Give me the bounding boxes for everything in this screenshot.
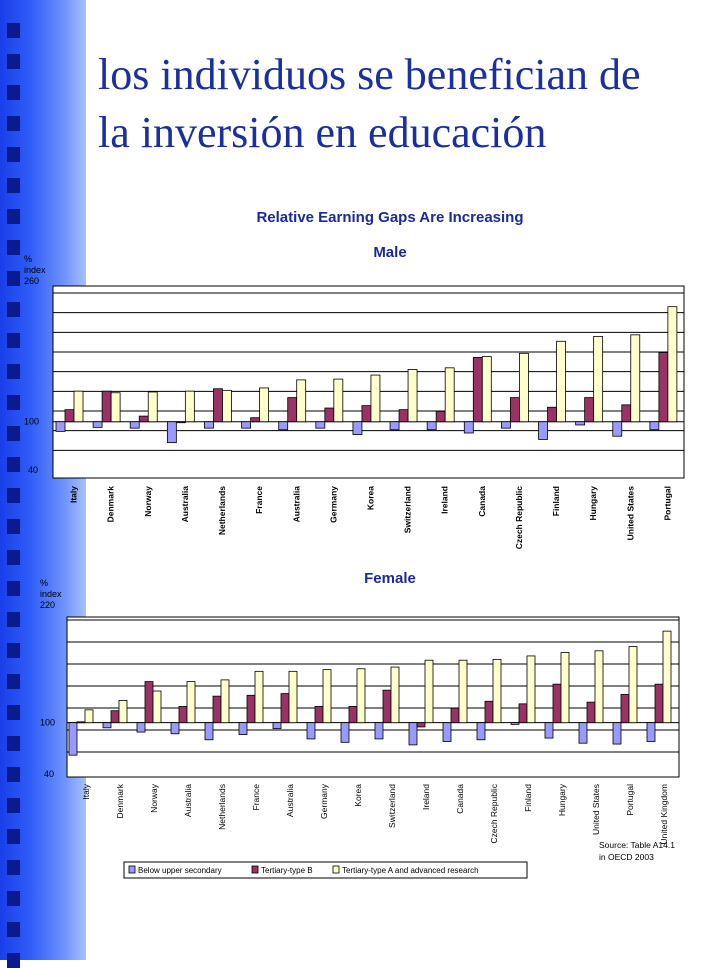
female-bar-tertiary-type-b xyxy=(281,694,289,723)
male-category-label: Canada xyxy=(476,485,487,517)
male-bar-tertiary-type-a xyxy=(631,335,640,422)
male-bar-tertiary-type-b xyxy=(213,389,222,422)
female-bar-below-upper-secondary xyxy=(239,723,247,735)
female-bar-below-upper-secondary xyxy=(137,723,145,732)
female-bar-tertiary-type-b xyxy=(383,690,391,723)
legend-swatch xyxy=(252,866,258,873)
male-plot-frame xyxy=(53,286,684,478)
female-bar-tertiary-type-a xyxy=(459,660,467,722)
female-bar-tertiary-type-b xyxy=(451,708,459,723)
legend xyxy=(124,862,527,878)
female-bar-tertiary-type-a xyxy=(357,669,365,723)
female-chart-subtitle: Female xyxy=(364,570,416,587)
male-category-label: Norway xyxy=(142,486,153,517)
male-bar-tertiary-type-a xyxy=(668,307,677,422)
female-bar-below-upper-secondary xyxy=(69,723,77,756)
male-bar-tertiary-type-a xyxy=(408,369,417,421)
male-category-label: Portugal xyxy=(662,486,673,521)
female-bar-below-upper-secondary xyxy=(443,723,451,742)
female-category-label: Czech Republic xyxy=(489,784,499,844)
female-bar-tertiary-type-a xyxy=(323,670,331,723)
source-note: in OECD 2003 xyxy=(599,852,654,862)
male-category-label: Czech Republic xyxy=(513,486,524,550)
female-bar-tertiary-type-a xyxy=(629,647,637,723)
female-bar-tertiary-type-a xyxy=(561,653,569,723)
male-category-label: Hungary xyxy=(588,486,599,521)
male-category-label: Germany xyxy=(328,486,339,523)
male-bar-below-upper-secondary xyxy=(576,422,585,425)
male-bar-tertiary-type-b xyxy=(436,411,445,421)
male-bar-tertiary-type-b xyxy=(325,408,334,422)
male-bar-tertiary-type-b xyxy=(659,353,668,422)
male-bar-tertiary-type-a xyxy=(482,357,491,422)
male-category-label: Italy xyxy=(68,486,79,504)
female-bar-tertiary-type-a xyxy=(527,656,535,723)
female-bar-tertiary-type-a xyxy=(255,671,263,722)
male-category-label: Australia xyxy=(179,486,190,523)
female-bar-tertiary-type-b xyxy=(553,684,561,723)
male-bar-tertiary-type-a xyxy=(222,390,231,421)
male-bar-below-upper-secondary xyxy=(56,422,65,432)
female-chart xyxy=(40,578,679,844)
female-ytick-label: 100 xyxy=(40,717,56,728)
female-bar-tertiary-type-a xyxy=(85,710,93,723)
page-title-line1: los individuos se benefician de xyxy=(98,50,641,99)
female-bar-tertiary-type-b xyxy=(655,684,663,723)
female-category-label: Ireland xyxy=(421,784,431,810)
female-category-label: United States xyxy=(591,784,601,836)
male-bar-below-upper-secondary xyxy=(204,422,213,428)
female-bar-below-upper-secondary xyxy=(103,723,111,728)
legend-swatch xyxy=(129,866,135,873)
female-bar-below-upper-secondary xyxy=(375,723,383,739)
male-category-label: France xyxy=(254,486,265,514)
female-category-label: Hungary xyxy=(557,784,567,817)
female-bar-below-upper-secondary xyxy=(477,723,485,740)
male-bar-below-upper-secondary xyxy=(501,422,510,428)
female-bar-tertiary-type-a xyxy=(425,660,433,722)
female-bar-tertiary-type-a xyxy=(187,682,195,723)
legend-label: Tertiary-type A and advanced research xyxy=(342,866,479,875)
male-bar-tertiary-type-b xyxy=(548,407,557,421)
male-category-label: Netherlands xyxy=(217,486,228,536)
legend-label: Tertiary-type B xyxy=(261,866,313,875)
female-bar-tertiary-type-b xyxy=(213,696,221,723)
female-category-label: Canada xyxy=(455,784,465,814)
female-ylabel: index xyxy=(40,589,62,599)
male-bar-tertiary-type-b xyxy=(139,416,148,422)
female-bar-below-upper-secondary xyxy=(579,723,587,744)
male-bar-tertiary-type-b xyxy=(362,406,371,422)
female-bar-tertiary-type-b xyxy=(621,694,629,722)
male-bar-tertiary-type-a xyxy=(557,341,566,421)
female-bar-below-upper-secondary xyxy=(307,723,315,739)
female-bar-tertiary-type-b xyxy=(179,706,187,722)
female-bar-tertiary-type-a xyxy=(595,651,603,723)
female-bar-tertiary-type-b xyxy=(519,704,527,723)
female-category-label: Portugal xyxy=(625,784,635,816)
male-ytick-label: 40 xyxy=(28,465,39,475)
male-ylabel: index xyxy=(24,265,46,275)
legend-swatch xyxy=(333,866,339,873)
female-bar-below-upper-secondary xyxy=(409,723,417,745)
male-bar-below-upper-secondary xyxy=(353,422,362,435)
male-category-label: Korea xyxy=(365,486,376,511)
female-bar-tertiary-type-b xyxy=(315,706,323,722)
male-bar-tertiary-type-a xyxy=(297,380,306,422)
female-bar-below-upper-secondary xyxy=(273,723,281,729)
male-category-label: Ireland xyxy=(439,486,450,514)
male-ylabel: % xyxy=(24,254,33,264)
male-category-label: United States xyxy=(625,486,636,541)
male-bar-tertiary-type-b xyxy=(399,410,408,422)
male-bar-below-upper-secondary xyxy=(613,422,622,436)
female-category-label: Norway xyxy=(149,784,159,813)
male-ytick-label: 260 xyxy=(24,276,40,286)
male-bar-below-upper-secondary xyxy=(130,422,139,428)
male-ytick-label: 100 xyxy=(24,416,40,427)
male-chart-subtitle: Male xyxy=(373,244,407,261)
male-bar-below-upper-secondary xyxy=(427,422,436,430)
male-bar-below-upper-secondary xyxy=(279,422,288,430)
female-bar-tertiary-type-b xyxy=(247,695,255,722)
male-bar-below-upper-secondary xyxy=(242,422,251,428)
male-category-label: Switzerland xyxy=(402,486,413,534)
source-note: Source: Table A14.1 xyxy=(599,840,675,850)
male-bar-tertiary-type-a xyxy=(148,392,157,422)
male-bar-tertiary-type-b xyxy=(288,398,297,422)
male-bar-below-upper-secondary xyxy=(316,422,325,428)
male-bar-tertiary-type-b xyxy=(65,410,74,422)
chart-title: Relative Earning Gaps Are Increasing xyxy=(256,209,524,226)
female-bar-tertiary-type-b xyxy=(77,722,85,723)
female-category-label: United Kingdom xyxy=(659,784,669,845)
female-bar-tertiary-type-b xyxy=(417,723,425,727)
male-bar-tertiary-type-a xyxy=(445,368,454,422)
male-bar-below-upper-secondary xyxy=(167,422,176,443)
male-category-label: Finland xyxy=(551,486,562,517)
female-ylabel: % xyxy=(40,578,49,588)
female-bar-below-upper-secondary xyxy=(647,723,655,742)
female-category-label: France xyxy=(251,784,261,811)
female-category-label: Korea xyxy=(353,784,363,807)
female-category-label: Finland xyxy=(523,784,533,812)
male-bar-tertiary-type-b xyxy=(585,398,594,422)
male-bar-tertiary-type-a xyxy=(371,375,380,422)
female-bar-tertiary-type-b xyxy=(111,711,119,723)
female-bar-tertiary-type-a xyxy=(221,680,229,723)
male-bar-below-upper-secondary xyxy=(93,422,102,428)
female-bar-below-upper-secondary xyxy=(613,723,621,744)
male-bar-tertiary-type-a xyxy=(594,336,603,421)
female-category-label: Netherlands xyxy=(217,784,227,830)
male-bar-tertiary-type-b xyxy=(102,391,111,422)
female-category-label: Germany xyxy=(319,784,329,819)
male-bar-tertiary-type-b xyxy=(510,398,519,422)
female-bar-tertiary-type-b xyxy=(349,706,357,722)
female-bar-below-upper-secondary xyxy=(171,723,179,734)
female-bar-below-upper-secondary xyxy=(545,723,553,738)
male-bar-below-upper-secondary xyxy=(650,422,659,430)
male-category-label: Australia xyxy=(291,486,302,523)
male-bar-tertiary-type-a xyxy=(185,391,194,422)
male-bar-below-upper-secondary xyxy=(390,422,399,430)
male-bar-tertiary-type-a xyxy=(111,393,120,422)
female-bar-tertiary-type-a xyxy=(289,671,297,722)
female-category-label: Denmark xyxy=(115,784,125,819)
female-ytick-label: 220 xyxy=(40,600,56,610)
female-bar-tertiary-type-a xyxy=(493,659,501,722)
male-bar-tertiary-type-a xyxy=(519,353,528,421)
male-bar-tertiary-type-a xyxy=(260,388,269,422)
male-chart xyxy=(24,254,684,549)
female-category-label: Switzerland xyxy=(387,784,397,828)
female-category-label: Australia xyxy=(183,784,193,818)
female-category-label: Australia xyxy=(285,784,295,818)
male-bar-tertiary-type-b xyxy=(473,357,482,421)
male-bar-tertiary-type-a xyxy=(74,391,83,422)
male-bar-tertiary-type-b xyxy=(251,418,260,422)
female-bar-below-upper-secondary xyxy=(511,723,519,725)
female-ytick-label: 40 xyxy=(44,769,55,779)
female-bar-tertiary-type-a xyxy=(119,700,127,722)
male-bar-tertiary-type-b xyxy=(176,422,185,423)
female-bar-tertiary-type-a xyxy=(153,691,161,723)
male-bar-below-upper-secondary xyxy=(464,422,473,433)
legend-label: Below upper secondary xyxy=(138,866,222,875)
male-bar-tertiary-type-a xyxy=(334,379,343,422)
page-title-line2: la inversión en educación xyxy=(98,108,547,157)
female-bar-below-upper-secondary xyxy=(341,723,349,743)
female-bar-tertiary-type-a xyxy=(663,631,671,723)
female-bar-tertiary-type-a xyxy=(391,667,399,723)
female-bar-tertiary-type-b xyxy=(145,682,153,723)
female-bar-tertiary-type-b xyxy=(485,701,493,722)
male-bar-below-upper-secondary xyxy=(539,422,548,440)
male-bar-tertiary-type-b xyxy=(622,405,631,422)
female-bar-below-upper-secondary xyxy=(205,723,213,740)
male-category-label: Denmark xyxy=(105,486,116,523)
female-category-label: Italy xyxy=(81,784,91,800)
female-bar-tertiary-type-b xyxy=(587,702,595,723)
